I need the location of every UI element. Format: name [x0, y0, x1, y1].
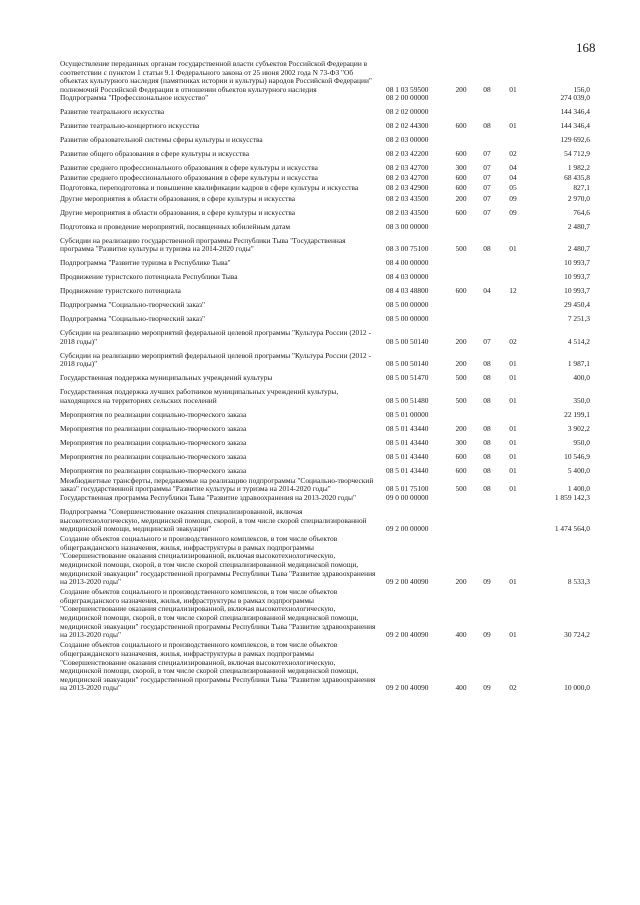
row-subsection: 01 [509, 465, 517, 475]
row-section: 07 [483, 173, 491, 183]
row-code: 08 5 00 50140 [386, 336, 429, 346]
row-amount: 7 251,3 [567, 314, 590, 324]
row-code: 08 3 00 00000 [386, 221, 429, 231]
row-section: 08 [483, 437, 491, 447]
row-description: Субсидии на реализацию мероприятий федеральной целевой программы "Культура России (2012 - 2018 годы)" [60, 350, 371, 369]
row-code: 08 2 02 44300 [386, 121, 429, 131]
row-description: Развитие театрально-концертного искусства [60, 121, 200, 131]
row-description: Субсидии на реализацию мероприятий федеральной целевой программы "Культура России (2012 - 2018 годы)" [60, 328, 371, 346]
row-amount: 54 712,9 [564, 149, 590, 159]
row-subsection: 09 [509, 193, 517, 203]
table-row [60, 108, 590, 117]
row-section: 08 [483, 395, 491, 405]
row-description: Создание объектов социального и производственного комплексов, в том числе объектов общегражданского назначения, жилья, инфраструктуры в рамках подпрограммы "Совершенствование оказания специализированной, включая высокотехнологическую, медицинской помощи, скорой, в том числе скорой специализированной медицинской помощи, медицинской эвакуации" государственной программы Республики Тыва "Развитие здравоохранения на 2013-2020 годы" [60, 534, 376, 587]
page-number: 168 [576, 40, 596, 55]
table-row [60, 287, 590, 296]
row-section: 07 [483, 336, 491, 346]
row-section: 08 [483, 484, 491, 494]
row-code: 08 1 03 59500 [386, 84, 429, 94]
row-code: 08 5 01 75100 [386, 484, 429, 494]
table-row [60, 174, 590, 183]
row-amount: 10 993,7 [564, 258, 590, 268]
row-expense-type: 500 [455, 244, 467, 254]
row-subsection: 12 [509, 286, 517, 296]
row-expense-type: 600 [455, 121, 467, 131]
row-section: 08 [483, 451, 491, 461]
row-subsection: 01 [509, 359, 517, 369]
row-subsection: 09 [509, 207, 517, 217]
row-subsection: 02 [509, 683, 517, 693]
row-expense-type: 600 [455, 207, 467, 217]
row-amount: 2 970,0 [567, 193, 590, 203]
row-description: Субсидии на реализацию государственной программы Республики Тыва "Государственная программа "Развитие культуры и туризма на 2014-2020 годы" [60, 235, 346, 254]
row-code: 08 5 01 43440 [386, 423, 429, 433]
table-row [60, 164, 590, 173]
row-subsection: 01 [509, 451, 517, 461]
table-row [60, 209, 590, 218]
table-row [60, 94, 590, 103]
row-amount: 350,0 [573, 395, 590, 405]
row-subsection: 01 [509, 437, 517, 447]
row-description: Подпрограмма "Социально-творческий заказ" [60, 300, 206, 310]
row-amount: 10 000,0 [564, 683, 590, 693]
row-amount: 10 993,7 [564, 272, 590, 282]
row-amount: 8 533,3 [567, 577, 590, 587]
row-expense-type: 300 [455, 163, 467, 173]
row-subsection: 01 [509, 121, 517, 131]
row-subsection: 01 [509, 395, 517, 405]
row-description: Развитие театрального искусства [60, 107, 165, 117]
row-section: 04 [483, 286, 491, 296]
row-code: 08 5 01 43440 [386, 451, 429, 461]
row-description: Развитие среднего профессионального образования в сфере культуры и искусства [60, 163, 318, 173]
row-amount: 274 039,0 [560, 93, 590, 103]
row-description: Создание объектов социального и производственного комплексов, в том числе объектов общегражданского назначения, жилья, инфраструктуры в рамках подпрограммы "Совершенствование оказания специализированной, включая высокотехнологическую, медицинской помощи, скорой, в том числе скорой специализированной медицинской помощи, медицинской эвакуации" государственной программы Республики Тыва "Развитие здравоохранения на 2013-2020 годы" [60, 640, 376, 693]
row-code: 08 2 02 00000 [386, 107, 429, 117]
row-section: 07 [483, 163, 491, 173]
row-amount: 29 450,4 [564, 300, 590, 310]
row-description: Подпрограмма "Социально-творческий заказ" [60, 314, 206, 324]
row-expense-type: 200 [455, 577, 467, 587]
row-subsection: 05 [509, 183, 517, 193]
row-subsection: 04 [509, 173, 517, 183]
row-amount: 764,6 [573, 207, 590, 217]
row-description: Подпрограмма "Профессиональное искусство" [60, 93, 209, 103]
row-description: Межбюджетные трансферты, передаваемые на реализацию подпрограммы "Социально-творческий заказ" государственной программы "Развитие культуры и туризма на 2014-2020 годы" [60, 475, 374, 494]
row-amount: 3 902,2 [567, 423, 590, 433]
row-description: Создание объектов социального и производственного комплексов, в том числе объектов общегражданского назначения, жилья, инфраструктуры в рамках подпрограммы "Совершенствование оказания специализированной, включая высокотехнологическую, медицинской помощи, скорой, в том числе скорой специализированной медицинской помощи, медицинской эвакуации" государственной программы Республики Тыва "Развитие здравоохранения на 2013-2020 годы" [60, 587, 376, 640]
table-row [60, 329, 590, 346]
table-row [60, 352, 590, 369]
table-row [60, 388, 590, 405]
table-row [60, 259, 590, 268]
table-row [60, 467, 590, 476]
row-amount: 22 199,1 [564, 409, 590, 419]
row-subsection: 01 [509, 244, 517, 254]
row-code: 09 2 00 40090 [386, 630, 429, 640]
row-amount: 1 982,2 [567, 163, 590, 173]
row-subsection: 01 [509, 577, 517, 587]
row-code: 08 5 00 00000 [386, 300, 429, 310]
row-code: 08 2 03 00000 [386, 135, 429, 145]
table-row [60, 588, 590, 640]
row-amount: 1 400,0 [567, 484, 590, 494]
row-expense-type: 200 [455, 193, 467, 203]
row-code: 09 2 00 40090 [386, 683, 429, 693]
row-expense-type: 600 [455, 286, 467, 296]
row-code: 09 2 00 00000 [386, 524, 429, 534]
table-row [60, 508, 590, 534]
row-amount: 30 724,2 [564, 630, 590, 640]
row-subsection: 01 [509, 373, 517, 383]
row-section: 07 [483, 207, 491, 217]
row-description: Продвижение туристского потенциала Республики Тыва [60, 272, 238, 282]
row-subsection: 04 [509, 163, 517, 173]
table-row [60, 641, 590, 693]
row-expense-type: 600 [455, 451, 467, 461]
table-row [60, 535, 590, 587]
row-expense-type: 600 [455, 173, 467, 183]
row-code: 08 2 03 42700 [386, 173, 429, 183]
row-amount: 68 435,8 [564, 173, 590, 183]
table-row [60, 315, 590, 324]
row-expense-type: 400 [455, 630, 467, 640]
row-code: 08 5 01 43440 [386, 437, 429, 447]
row-amount: 2 480,7 [567, 221, 590, 231]
row-section: 09 [483, 683, 491, 693]
row-section: 08 [483, 423, 491, 433]
row-amount: 950,0 [573, 437, 590, 447]
row-description: Подготовка, переподготовка и повышение квалификации кадров в сфере культуры и искусства [60, 183, 359, 193]
row-subsection: 01 [509, 423, 517, 433]
table-row [60, 439, 590, 448]
row-section: 09 [483, 630, 491, 640]
table-row [60, 273, 590, 282]
table-row [60, 60, 590, 94]
row-description: Мероприятия по реализации социально-творческого заказа [60, 451, 247, 461]
row-code: 08 5 01 43440 [386, 465, 429, 475]
row-description: Государственная программа Республики Тыва "Развитие здравоохранения на 2013-2020 годы" [60, 492, 357, 502]
table-row [60, 150, 590, 159]
row-description: Осуществление переданных органам государственной власти субъектов Российской Федерации в соответствии с пунктом 1 статьи 9.1 Федерального закона от 25 июня 2002 года N 73-ФЗ "Об объектах культурного наследия (памятниках истории и культуры) народов Российской Федерации" полномочий Российской Федерации в отношении объектов культурного наследия [60, 59, 372, 94]
row-expense-type: 500 [455, 484, 467, 494]
row-code: 08 4 00 00000 [386, 258, 429, 268]
row-description: Развитие среднего профессионального образования в сфере культуры и искусства [60, 173, 318, 183]
row-section: 08 [483, 121, 491, 131]
row-expense-type: 600 [455, 183, 467, 193]
row-expense-type: 400 [455, 683, 467, 693]
row-expense-type: 200 [455, 84, 467, 94]
row-section: 08 [483, 465, 491, 475]
row-description: Другие мероприятия в области образования, в сфере культуры и искусства [60, 193, 296, 203]
row-code: 08 5 00 51480 [386, 395, 429, 405]
row-description: Подготовка и проведение мероприятий, посвященных юбилейным датам [60, 221, 291, 231]
table-row [60, 136, 590, 145]
row-amount: 156,0 [573, 84, 590, 94]
row-expense-type: 500 [455, 373, 467, 383]
row-code: 08 3 00 75100 [386, 244, 429, 254]
row-description: Подпрограмма "Развитие туризма в Республике Тыва" [60, 258, 231, 268]
row-description: Мероприятия по реализации социально-творческого заказа [60, 423, 247, 433]
row-description: Мероприятия по реализации социально-творческого заказа [60, 409, 247, 419]
row-code: 09 2 00 40090 [386, 577, 429, 587]
row-expense-type: 200 [455, 423, 467, 433]
row-amount: 129 692,6 [560, 135, 590, 145]
row-subsection: 02 [509, 336, 517, 346]
table-row [60, 237, 590, 254]
row-description: Государственная поддержка муниципальных учреждений культуры [60, 373, 273, 383]
table-row [60, 122, 590, 131]
row-code: 08 4 03 48800 [386, 286, 429, 296]
table-row [60, 494, 590, 503]
table-row [60, 411, 590, 420]
row-section: 08 [483, 244, 491, 254]
table-row [60, 223, 590, 232]
table-row [60, 425, 590, 434]
row-amount: 1 859 142,3 [554, 492, 590, 502]
row-code: 08 2 03 42700 [386, 163, 429, 173]
row-amount: 144 346,4 [560, 107, 590, 117]
row-code: 08 5 00 00000 [386, 314, 429, 324]
row-expense-type: 200 [455, 336, 467, 346]
row-expense-type: 600 [455, 465, 467, 475]
row-section: 09 [483, 577, 491, 587]
table-row [60, 374, 590, 383]
row-amount: 5 400,0 [567, 465, 590, 475]
row-code: 08 4 03 00000 [386, 272, 429, 282]
row-code: 09 0 00 00000 [386, 492, 429, 502]
row-code: 08 5 01 00000 [386, 409, 429, 419]
table-row [60, 477, 590, 494]
table-row [60, 453, 590, 462]
row-amount: 10 546,9 [564, 451, 590, 461]
row-amount: 827,1 [573, 183, 590, 193]
row-subsection: 01 [509, 84, 517, 94]
row-expense-type: 500 [455, 395, 467, 405]
row-amount: 1 474 564,0 [554, 524, 590, 534]
row-amount: 400,0 [573, 373, 590, 383]
table-row [60, 184, 590, 193]
row-description: Развитие общего образования в сфере культуры и искусства [60, 149, 249, 159]
row-section: 07 [483, 149, 491, 159]
row-description: Государственная поддержка лучших работников муниципальных учреждений культуры, находящихся на территориях сельских поселений [60, 387, 339, 405]
row-subsection: 01 [509, 484, 517, 494]
row-code: 08 5 00 51470 [386, 373, 429, 383]
row-section: 08 [483, 84, 491, 94]
row-description: Мероприятия по реализации социально-творческого заказа [60, 465, 247, 475]
row-code: 08 2 03 43500 [386, 193, 429, 203]
row-section: 07 [483, 183, 491, 193]
row-code: 08 2 03 43500 [386, 207, 429, 217]
budget-table [60, 60, 590, 693]
row-amount: 2 480,7 [567, 244, 590, 254]
row-description: Развитие образовательной системы сферы культуры и искусства [60, 135, 263, 145]
row-expense-type: 600 [455, 149, 467, 159]
row-amount: 4 514,2 [567, 336, 590, 346]
table-row [60, 195, 590, 204]
row-description: Продвижение туристского потенциала [60, 286, 181, 296]
row-amount: 1 987,1 [567, 359, 590, 369]
row-description: Мероприятия по реализации социально-творческого заказа [60, 437, 247, 447]
row-description: Другие мероприятия в области образования, в сфере культуры и искусства [60, 207, 296, 217]
row-description: Подпрограмма "Совершенствование оказания специализированной, включая высокотехнологическую, медицинской помощи, скорой, в том числе скорой специализированной медицинской помощи, медицинской эвакуации" [60, 506, 367, 534]
row-section: 08 [483, 359, 491, 369]
row-code: 08 2 03 42200 [386, 149, 429, 159]
row-amount: 10 993,7 [564, 286, 590, 296]
row-expense-type: 300 [455, 437, 467, 447]
row-code: 08 2 03 42900 [386, 183, 429, 193]
row-amount: 144 346,4 [560, 121, 590, 131]
row-section: 08 [483, 373, 491, 383]
row-subsection: 02 [509, 149, 517, 159]
table-row [60, 301, 590, 310]
row-code: 08 5 00 50140 [386, 359, 429, 369]
row-section: 07 [483, 193, 491, 203]
row-subsection: 01 [509, 630, 517, 640]
row-code: 08 2 00 00000 [386, 93, 429, 103]
row-expense-type: 200 [455, 359, 467, 369]
